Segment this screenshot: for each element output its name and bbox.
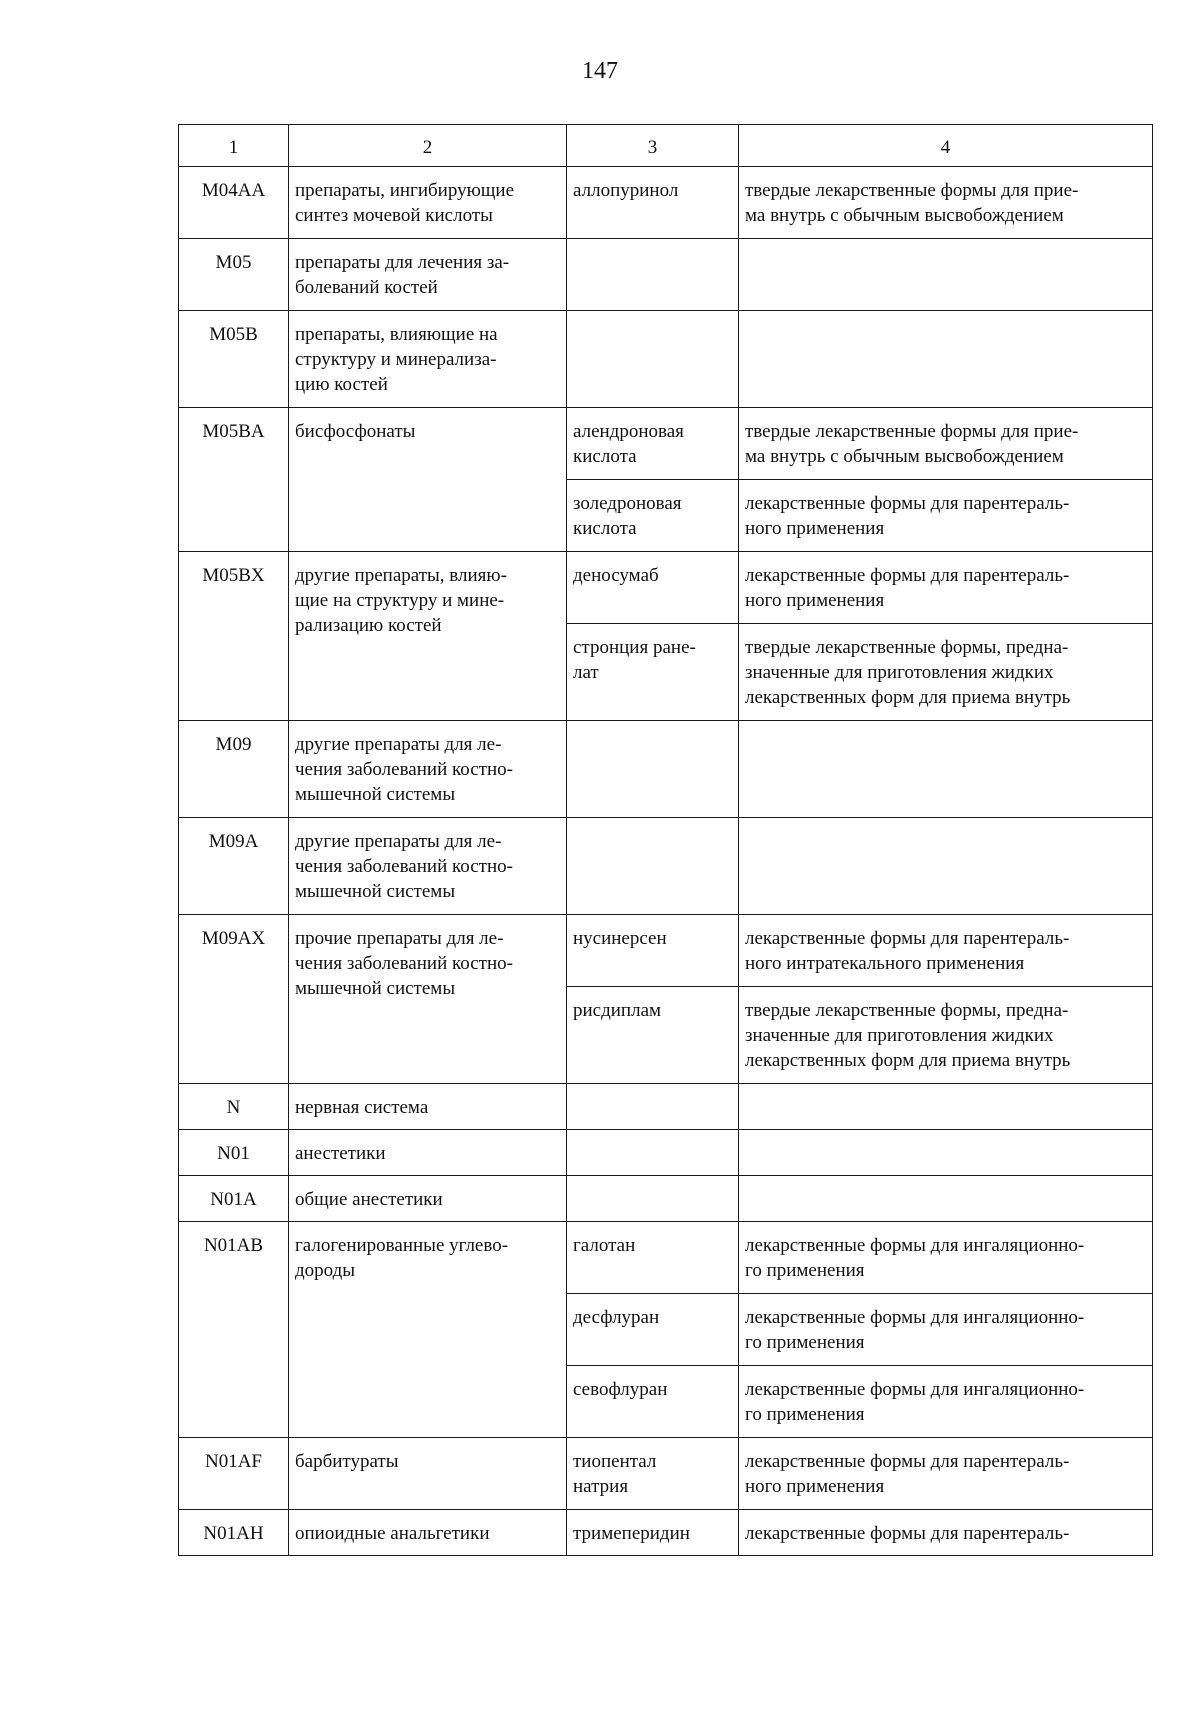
group-name: другие препараты для ле- чения заболеваний костно- мышечной системы <box>289 721 567 818</box>
substance-name: тиопентал натрия <box>567 1438 739 1510</box>
dosage-form <box>739 818 1153 915</box>
group-name: бисфосфонаты <box>289 408 567 552</box>
atc-code: M05 <box>179 239 289 311</box>
atc-code: M04AA <box>179 167 289 239</box>
atc-code: N01AH <box>179 1510 289 1556</box>
table-row <box>179 167 1153 239</box>
dosage-form: твердые лекарственные формы, предна- значенные для приготовления жидких лекарственных форм для приема внутрь <box>739 624 1153 721</box>
table-row <box>179 1176 1153 1222</box>
substance-name <box>567 818 739 915</box>
group-name: галогенированные углево- дороды <box>289 1222 567 1438</box>
group-name: другие препараты для ле- чения заболеваний костно- мышечной системы <box>289 818 567 915</box>
atc-code: N01AF <box>179 1438 289 1510</box>
substance-name <box>567 239 739 311</box>
dosage-form: лекарственные формы для парентераль- ного интратекального применения <box>739 915 1153 987</box>
drug-table <box>178 124 1153 1556</box>
table-row <box>179 1130 1153 1176</box>
dosage-form: твердые лекарственные формы, предна- значенные для приготовления жидких лекарственных форм для приема внутрь <box>739 987 1153 1084</box>
atc-code: N <box>179 1084 289 1130</box>
substance-name: алендроновая кислота <box>567 408 739 480</box>
column-header: 4 <box>739 125 1153 167</box>
column-header: 2 <box>289 125 567 167</box>
atc-code: M09A <box>179 818 289 915</box>
table-row <box>179 239 1153 311</box>
table-row <box>179 1222 1153 1294</box>
dosage-form <box>739 1084 1153 1130</box>
substance-name: галотан <box>567 1222 739 1294</box>
atc-code: N01A <box>179 1176 289 1222</box>
dosage-form: лекарственные формы для парентераль- <box>739 1510 1153 1556</box>
dosage-form <box>739 1130 1153 1176</box>
substance-name: десфлуран <box>567 1294 739 1366</box>
substance-name: аллопуринол <box>567 167 739 239</box>
group-name: препараты, влияющие на структуру и минерализа- цию костей <box>289 311 567 408</box>
substance-name <box>567 1176 739 1222</box>
substance-name: севофлуран <box>567 1366 739 1438</box>
atc-code: N01AB <box>179 1222 289 1438</box>
group-name: прочие препараты для ле- чения заболеваний костно- мышечной системы <box>289 915 567 1084</box>
substance-name <box>567 721 739 818</box>
dosage-form: лекарственные формы для ингаляционно- го применения <box>739 1366 1153 1438</box>
group-name: нервная система <box>289 1084 567 1130</box>
group-name: общие анестетики <box>289 1176 567 1222</box>
dosage-form <box>739 721 1153 818</box>
dosage-form: лекарственные формы для парентераль- ного применения <box>739 1438 1153 1510</box>
table-row <box>179 408 1153 480</box>
substance-name: деносумаб <box>567 552 739 624</box>
substance-name: нусинерсен <box>567 915 739 987</box>
atc-code: M05BA <box>179 408 289 552</box>
dosage-form: лекарственные формы для парентераль- ного применения <box>739 480 1153 552</box>
page-number: 147 <box>582 58 618 84</box>
dosage-form: твердые лекарственные формы для прие- ма внутрь с обычным высвобождением <box>739 167 1153 239</box>
atc-code: M05B <box>179 311 289 408</box>
atc-code: M09 <box>179 721 289 818</box>
dosage-form: лекарственные формы для ингаляционно- го применения <box>739 1294 1153 1366</box>
table-row <box>179 1084 1153 1130</box>
substance-name <box>567 1130 739 1176</box>
group-name: другие препараты, влияю- щие на структуру и мине- рализацию костей <box>289 552 567 721</box>
table-row <box>179 1510 1153 1556</box>
group-name: анестетики <box>289 1130 567 1176</box>
group-name: опиоидные анальгетики <box>289 1510 567 1556</box>
substance-name: золедроновая кислота <box>567 480 739 552</box>
dosage-form <box>739 239 1153 311</box>
table-row <box>179 1438 1153 1510</box>
table-row <box>179 311 1153 408</box>
dosage-form <box>739 1176 1153 1222</box>
substance-name <box>567 1084 739 1130</box>
dosage-form: твердые лекарственные формы для прие- ма внутрь с обычным высвобождением <box>739 408 1153 480</box>
dosage-form <box>739 311 1153 408</box>
substance-name <box>567 311 739 408</box>
dosage-form: лекарственные формы для ингаляционно- го применения <box>739 1222 1153 1294</box>
column-header: 1 <box>179 125 289 167</box>
table-row <box>179 818 1153 915</box>
table-row <box>179 552 1153 624</box>
table-row <box>179 721 1153 818</box>
substance-name: стронция ране- лат <box>567 624 739 721</box>
column-header: 3 <box>567 125 739 167</box>
substance-name: рисдиплам <box>567 987 739 1084</box>
table-row <box>179 915 1153 987</box>
atc-code: M09AX <box>179 915 289 1084</box>
table-header-row <box>179 125 1153 167</box>
group-name: препараты для лечения за- болеваний костей <box>289 239 567 311</box>
atc-code: M05BX <box>179 552 289 721</box>
atc-code: N01 <box>179 1130 289 1176</box>
group-name: препараты, ингибирующие синтез мочевой кислоты <box>289 167 567 239</box>
group-name: барбитураты <box>289 1438 567 1510</box>
substance-name: тримеперидин <box>567 1510 739 1556</box>
dosage-form: лекарственные формы для парентераль- ного применения <box>739 552 1153 624</box>
